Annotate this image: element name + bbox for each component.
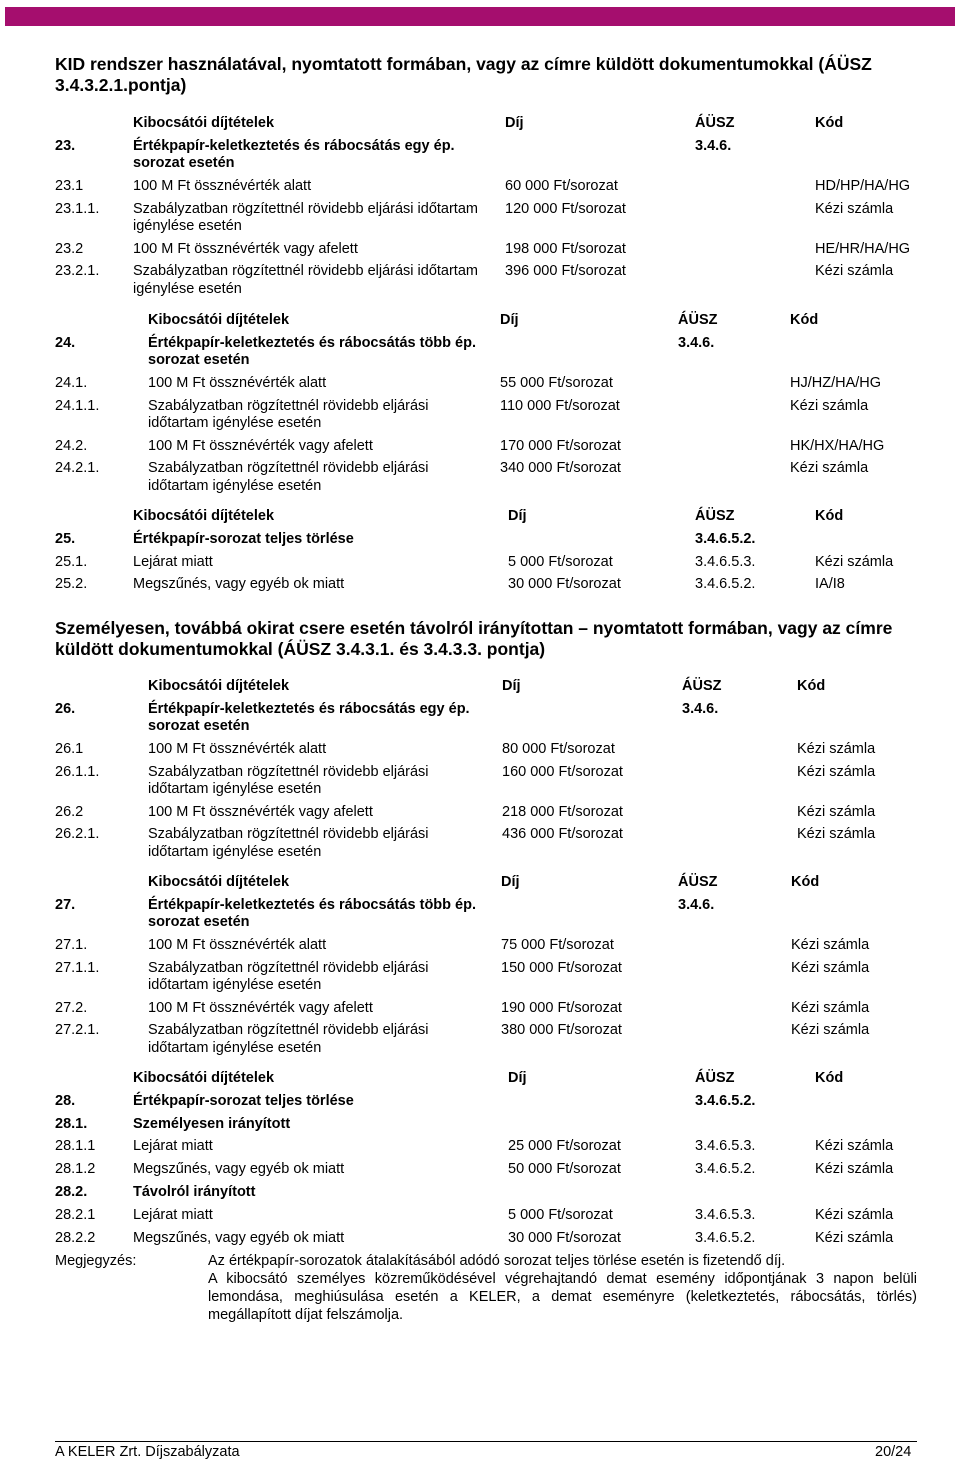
item-fee: 5 000 Ft/sorozat [508,1206,613,1223]
item-code: HK/HX/HA/HG [790,437,885,454]
item-fee: 380 000 Ft/sorozat [501,1022,622,1039]
section-heading-personal: Személyesen, továbbá okirat csere esetén távolról irányítottan – nyomtatott formában, vagy az címre küldött dokumentumokkal (ÁÜSZ 3.4.3.1. és 3.4.3.3. pontja) [55,618,893,659]
item-ausz: 3.4.6.5.3. [695,1206,756,1223]
item-description: Szabályzatban rögzítettnél rövidebb eljárási időtartam igénylése esetén [148,826,429,860]
item-ausz: 3.4.6. [678,896,715,913]
column-header: Kód [815,508,844,524]
item-fee: 190 000 Ft/sorozat [501,999,622,1016]
item-number: 24.1.1. [55,397,100,414]
item-number: 26.1.1. [55,763,100,780]
column-header: Kibocsátói díjtételek [148,874,290,890]
item-code: Kézi számla [790,397,869,414]
item-description: 100 M Ft össznévérték vagy afelett [148,437,373,454]
item-description: Értékpapír-sorozat teljes törlése [133,530,354,547]
item-code: Kézi számla [797,763,876,780]
column-header: ÁÜSZ [695,1070,735,1086]
note-label: Megjegyzés: [55,1253,137,1269]
item-description: Értékpapír-keletkeztetés és rábocsátás több ép. sorozat esetén [148,896,476,931]
item-fee: 75 000 Ft/sorozat [501,936,614,953]
item-description: Értékpapír-keletkeztetés és rábocsátás több ép. sorozat esetén [148,334,476,369]
column-header: Kibocsátói díjtételek [133,115,275,131]
column-header: Kibocsátói díjtételek [148,678,290,694]
item-description: Értékpapír-keletkeztetés és rábocsátás egy ép. sorozat esetén [148,700,470,735]
item-ausz: 3.4.6. [682,700,719,717]
item-number: 24.2.1. [55,460,100,477]
item-description: Megszűnés, vagy egyéb ok miatt [133,576,345,593]
column-header: ÁÜSZ [682,678,722,694]
column-header: Díj [500,312,519,328]
item-fee: 25 000 Ft/sorozat [508,1138,621,1155]
item-description: Személyesen irányított [133,1115,291,1132]
item-code: Kézi számla [815,553,894,570]
item-description: 100 M Ft össznévérték vagy afelett [148,803,373,820]
item-description: Távolról irányított [133,1183,256,1200]
item-description: 100 M Ft össznévérték vagy afelett [133,240,358,257]
item-number: 23. [55,137,76,154]
item-fee: 30 000 Ft/sorozat [508,576,621,593]
item-number: 25. [55,530,76,547]
column-header: Díj [508,1070,527,1086]
item-fee: 396 000 Ft/sorozat [505,263,626,280]
item-description: Szabályzatban rögzítettnél rövidebb eljárási időtartam igénylése esetén [148,1022,429,1056]
column-header: Kód [790,312,819,328]
item-description: 100 M Ft össznévérték alatt [148,374,327,391]
note-line-2: A kibocsátó személyes közreműködésével végrehajtandó demat esemény időpontjának 3 napon belüli lemondása, meghiúsulása esetén a KELER, a demat eseményre (keletkeztetés, rábocsátás, törlés) megállapított díjat felszámolja. [208,1271,917,1323]
column-header: Kibocsátói díjtételek [133,508,275,524]
column-header: Kibocsátói díjtételek [133,1070,275,1086]
item-code: Kézi számla [797,826,876,843]
item-description: Megszűnés, vagy egyéb ok miatt [133,1161,345,1178]
item-description: Lejárat miatt [133,553,213,570]
item-ausz: 3.4.6. [678,334,715,351]
item-code: HD/HP/HA/HG [815,177,911,194]
item-number: 26.2.1. [55,826,100,843]
item-number: 25.2. [55,576,88,593]
item-number: 27.1.1. [55,959,100,976]
item-description: 100 M Ft össznévérték alatt [133,177,312,194]
item-code: Kézi számla [815,1229,894,1246]
top-color-bar [5,7,955,26]
item-fee: 80 000 Ft/sorozat [502,740,615,757]
page-number: 20/24 [875,1444,912,1460]
item-fee: 60 000 Ft/sorozat [505,177,618,194]
item-code: Kézi számla [815,1138,894,1155]
item-number: 26.1 [55,740,84,757]
item-number: 27. [55,896,76,913]
item-code: IA/I8 [815,576,845,593]
item-fee: 218 000 Ft/sorozat [502,803,623,820]
column-header: Díj [508,508,527,524]
item-code: Kézi számla [790,460,869,477]
item-number: 23.1 [55,177,84,194]
item-fee: 198 000 Ft/sorozat [505,240,626,257]
item-description: Értékpapír-sorozat teljes törlése [133,1092,354,1109]
column-header: Kód [815,115,844,131]
item-description: 100 M Ft össznévérték alatt [148,740,327,757]
column-header: Kód [797,678,826,694]
item-code: Kézi számla [815,263,894,280]
item-description: Lejárat miatt [133,1138,213,1155]
item-number: 28.2.2 [55,1229,96,1246]
item-number: 26. [55,700,76,717]
item-ausz: 3.4.6.5.2. [695,1092,756,1109]
item-ausz: 3.4.6. [695,137,732,154]
item-code: Kézi számla [797,740,876,757]
item-description: Szabályzatban rögzítettnél rövidebb eljárási időtartam igénylése esetén [133,200,478,235]
item-number: 23.2.1. [55,263,100,280]
item-description: Megszűnés, vagy egyéb ok miatt [133,1229,345,1246]
item-ausz: 3.4.6.5.2. [695,1229,756,1246]
item-description: Lejárat miatt [133,1206,213,1223]
item-code: HJ/HZ/HA/HG [790,374,882,391]
item-number: 26.2 [55,803,84,820]
item-fee: 160 000 Ft/sorozat [502,763,623,780]
column-header: ÁÜSZ [695,115,735,131]
item-fee: 436 000 Ft/sorozat [502,826,623,843]
item-description: Szabályzatban rögzítettnél rövidebb eljárási időtartam igénylése esetén [148,959,429,994]
item-number: 24. [55,334,76,351]
item-fee: 50 000 Ft/sorozat [508,1161,621,1178]
item-ausz: 3.4.6.5.2. [695,1161,756,1178]
column-header: Díj [502,678,521,694]
item-description: 100 M Ft össznévérték vagy afelett [148,999,373,1016]
item-number: 23.2 [55,240,84,257]
item-fee: 150 000 Ft/sorozat [501,959,622,976]
item-code: Kézi számla [815,200,894,217]
item-number: 23.1.1. [55,200,100,217]
item-number: 27.2. [55,999,88,1016]
column-header: Díj [501,874,520,890]
item-description: Szabályzatban rögzítettnél rövidebb eljárási időtartam igénylése esetén [148,397,429,432]
section-heading-kid: KID rendszer használatával, nyomtatott formában, vagy az címre küldött dokumentumokkal (ÁÜSZ 3.4.3.2.1.pontja) [55,54,872,95]
item-number: 28.2. [55,1183,88,1200]
item-ausz: 3.4.6.5.2. [695,530,756,547]
item-number: 27.1. [55,936,88,953]
item-fee: 170 000 Ft/sorozat [500,437,621,454]
item-description: Szabályzatban rögzítettnél rövidebb eljárási időtartam igénylése esetén [148,763,429,798]
item-code: Kézi számla [791,1022,870,1039]
item-code: Kézi számla [797,803,876,820]
item-number: 24.1. [55,374,88,391]
item-number: 24.2. [55,437,88,454]
item-code: Kézi számla [791,936,870,953]
item-fee: 120 000 Ft/sorozat [505,200,626,217]
item-number: 28. [55,1092,76,1109]
note-line-1: Az értékpapír-sorozatok átalakításából adódó sorozat teljes törlése esetén is fizetendő díj. [208,1253,786,1269]
item-fee: 5 000 Ft/sorozat [508,553,613,570]
column-header: Kód [815,1070,844,1086]
item-code: HE/HR/HA/HG [815,240,911,257]
item-code: Kézi számla [815,1206,894,1223]
column-header: Díj [505,115,524,131]
item-ausz: 3.4.6.5.2. [695,576,756,593]
item-description: 100 M Ft össznévérték alatt [148,936,327,953]
item-ausz: 3.4.6.5.3. [695,553,756,570]
item-number: 25.1. [55,553,88,570]
item-code: Kézi számla [791,999,870,1016]
item-description: Szabályzatban rögzítettnél rövidebb eljárási időtartam igénylése esetén [148,460,429,494]
column-header: Kibocsátói díjtételek [148,312,290,328]
column-header: ÁÜSZ [678,874,718,890]
column-header: ÁÜSZ [695,508,735,524]
footer-divider [55,1441,917,1442]
item-ausz: 3.4.6.5.3. [695,1138,756,1155]
item-number: 28.1.1 [55,1138,96,1155]
note-text [208,1252,917,1324]
item-fee: 55 000 Ft/sorozat [500,374,613,391]
item-fee: 110 000 Ft/sorozat [500,397,620,414]
item-code: Kézi számla [815,1161,894,1178]
footer-title: A KELER Zrt. Díjszabályzata [55,1444,240,1460]
item-code: Kézi számla [791,959,870,976]
item-number: 28.1.2 [55,1161,96,1178]
item-number: 27.2.1. [55,1022,100,1039]
item-number: 28.2.1 [55,1206,96,1223]
item-fee: 30 000 Ft/sorozat [508,1229,621,1246]
column-header: ÁÜSZ [678,312,718,328]
item-description: Szabályzatban rögzítettnél rövidebb eljárási időtartam igénylése esetén [133,263,478,297]
item-description: Értékpapír-keletkeztetés és rábocsátás egy ép. sorozat esetén [133,137,455,172]
item-fee: 340 000 Ft/sorozat [500,460,621,477]
item-number: 28.1. [55,1115,88,1132]
column-header: Kód [791,874,820,890]
